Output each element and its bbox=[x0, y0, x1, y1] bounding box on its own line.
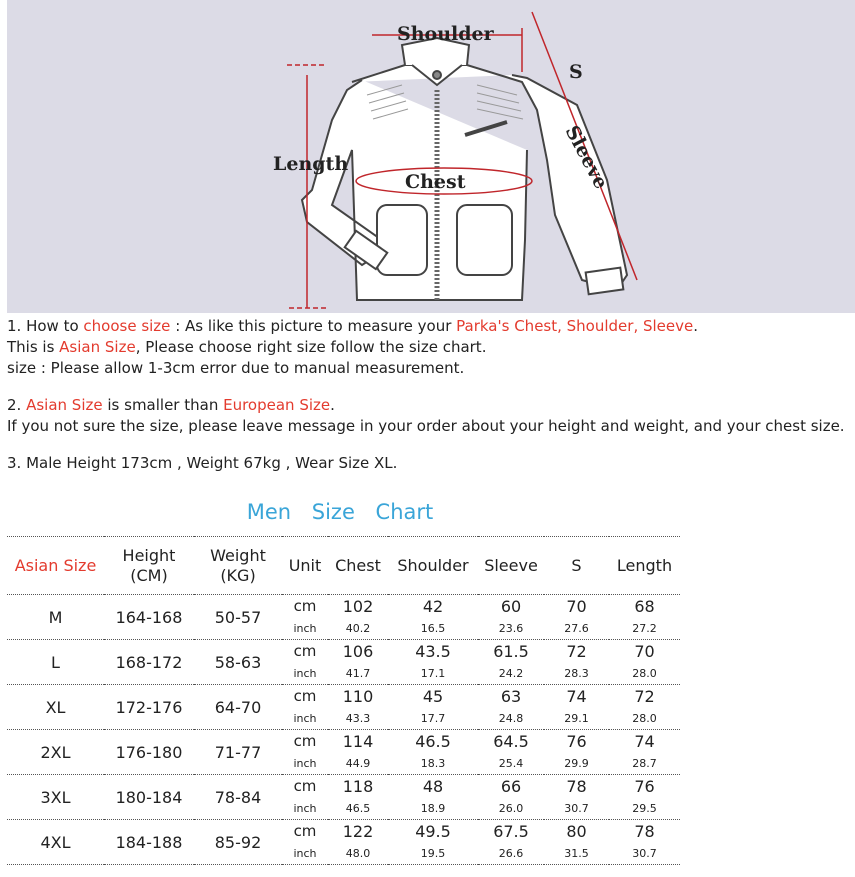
weight-cell: 58-63 bbox=[194, 640, 282, 685]
length-inch-cell: 30.7 bbox=[609, 842, 680, 865]
chest-inch-cell: 40.2 bbox=[328, 617, 388, 640]
length-cm-cell: 74 bbox=[634, 731, 655, 751]
sleeve-cm-cell: 61.5 bbox=[493, 641, 529, 661]
note-1b-part: , Please choose right size follow the size chart. bbox=[135, 338, 487, 356]
unit-inch-cell: inch bbox=[282, 707, 328, 730]
weight-cell: 85-92 bbox=[194, 820, 282, 865]
note-1-highlight: Parka's Chest, Shoulder, Sleeve bbox=[456, 317, 694, 335]
chest-cm-cell: 118 bbox=[342, 776, 374, 796]
sleeve-cm-cell: 60 bbox=[500, 596, 522, 616]
jacket-measurement-diagram bbox=[7, 0, 855, 313]
height-cell: 184-188 bbox=[104, 820, 194, 865]
note-3: 3. Male Height 173cm , Weight 67kg , Wear Size XL. bbox=[7, 454, 398, 472]
note-2 bbox=[7, 395, 852, 416]
shoulder-cm-cell: 45 bbox=[422, 686, 444, 706]
length-cm-cell: 68 bbox=[634, 596, 655, 616]
table-row bbox=[7, 595, 680, 618]
size-cell: 4XL bbox=[7, 820, 104, 865]
size-cell: M bbox=[7, 595, 104, 640]
shoulder-inch-cell: 18.3 bbox=[388, 752, 478, 775]
chest-cm-cell: 122 bbox=[342, 821, 374, 841]
sleeve-cm-cell: 66 bbox=[500, 776, 522, 796]
height-cell: 176-180 bbox=[104, 730, 194, 775]
length-cm-cell: 76 bbox=[634, 776, 655, 796]
sleeve-inch-cell: 24.8 bbox=[478, 707, 544, 730]
table-row bbox=[7, 730, 680, 753]
size-cell: XL bbox=[7, 685, 104, 730]
header-asian-size: Asian Size bbox=[7, 537, 104, 595]
note-2-highlight: European Size bbox=[223, 396, 331, 414]
length-cm-cell: 72 bbox=[634, 686, 655, 706]
chest-cm-cell: 102 bbox=[342, 596, 374, 616]
chest-inch-cell: 41.7 bbox=[328, 662, 388, 685]
jacket-illustration bbox=[7, 0, 855, 313]
chart-title: Men Size Chart bbox=[246, 500, 434, 524]
size-cell: 3XL bbox=[7, 775, 104, 820]
note-1 bbox=[7, 316, 852, 337]
shoulder-cm-cell: 48 bbox=[422, 776, 444, 796]
height-cell: 180-184 bbox=[104, 775, 194, 820]
unit-cm-cell: cm bbox=[293, 822, 317, 840]
sleeve-cm-cell: 64.5 bbox=[493, 731, 529, 751]
s-cm-cell: 76 bbox=[566, 731, 587, 751]
chest-cm-cell: 114 bbox=[342, 731, 374, 751]
s-cm-cell: 70 bbox=[566, 596, 587, 616]
chest-cm-cell: 110 bbox=[342, 686, 374, 706]
height-cell: 168-172 bbox=[104, 640, 194, 685]
note-1b-part: This is bbox=[7, 338, 60, 356]
chest-inch-cell: 44.9 bbox=[328, 752, 388, 775]
shoulder-inch-cell: 17.7 bbox=[388, 707, 478, 730]
header-chest: Chest bbox=[328, 537, 388, 595]
header-weight-unit: (KG) bbox=[220, 565, 256, 585]
s-cm-cell: 80 bbox=[566, 821, 587, 841]
s-cm-cell: 74 bbox=[566, 686, 587, 706]
shoulder-inch-cell: 16.5 bbox=[388, 617, 478, 640]
height-cell: 164-168 bbox=[104, 595, 194, 640]
header-shoulder: Shoulder bbox=[388, 537, 478, 595]
sleeve-cm-cell: 67.5 bbox=[493, 821, 529, 841]
header-height-label: Height bbox=[122, 545, 176, 565]
header-weight-label: Weight bbox=[210, 545, 266, 565]
shoulder-inch-cell: 18.9 bbox=[388, 797, 478, 820]
shoulder-inch-cell: 19.5 bbox=[388, 842, 478, 865]
unit-cm-cell: cm bbox=[293, 687, 317, 705]
note-2-highlight: Asian Size bbox=[26, 396, 103, 414]
unit-inch-cell: inch bbox=[282, 662, 328, 685]
shoulder-cm-cell: 49.5 bbox=[415, 821, 451, 841]
size-cell: 2XL bbox=[7, 730, 104, 775]
length-inch-cell: 28.0 bbox=[609, 662, 680, 685]
sleeve-cm-cell: 63 bbox=[500, 686, 522, 706]
note-2-part: . bbox=[330, 396, 335, 414]
chest-inch-cell: 46.5 bbox=[328, 797, 388, 820]
header-length: Length bbox=[609, 537, 680, 595]
table-row bbox=[7, 820, 680, 843]
length-cm-cell: 70 bbox=[634, 641, 655, 661]
sleeve-inch-cell: 26.0 bbox=[478, 797, 544, 820]
note-1-highlight: choose size bbox=[83, 317, 171, 335]
header-height bbox=[104, 537, 194, 595]
length-inch-cell: 29.5 bbox=[609, 797, 680, 820]
header-s: S bbox=[544, 537, 609, 595]
chest-inch-cell: 43.3 bbox=[328, 707, 388, 730]
length-inch-cell: 28.7 bbox=[609, 752, 680, 775]
s-inch-cell: 29.9 bbox=[544, 752, 609, 775]
size-notes bbox=[7, 316, 852, 474]
unit-inch-cell: inch bbox=[282, 797, 328, 820]
note-1-part: . bbox=[693, 317, 699, 335]
table-body bbox=[7, 595, 680, 865]
header-weight bbox=[194, 537, 282, 595]
table-header-row bbox=[7, 537, 680, 595]
s-inch-cell: 28.3 bbox=[544, 662, 609, 685]
s-label: S bbox=[569, 61, 583, 83]
note-1-part: 1. How to bbox=[7, 317, 84, 335]
shoulder-inch-cell: 17.1 bbox=[388, 662, 478, 685]
weight-cell: 71-77 bbox=[194, 730, 282, 775]
unit-inch-cell: inch bbox=[282, 617, 328, 640]
s-cm-cell: 78 bbox=[566, 776, 587, 796]
note-2-part: 2. bbox=[7, 396, 27, 414]
size-table bbox=[7, 536, 680, 865]
s-inch-cell: 29.1 bbox=[544, 707, 609, 730]
shoulder-cm-cell: 46.5 bbox=[415, 731, 451, 751]
weight-cell: 50-57 bbox=[194, 595, 282, 640]
shoulder-cm-cell: 43.5 bbox=[415, 641, 451, 661]
note-2-part: is smaller than bbox=[102, 396, 224, 414]
sleeve-label: Sleeve bbox=[560, 122, 613, 193]
length-cm-cell: 78 bbox=[634, 821, 655, 841]
sleeve-inch-cell: 24.2 bbox=[478, 662, 544, 685]
unit-cm-cell: cm bbox=[293, 732, 317, 750]
sleeve-inch-cell: 23.6 bbox=[478, 617, 544, 640]
note-1c: size : Please allow 1-3cm error due to manual measurement. bbox=[7, 359, 465, 377]
weight-cell: 64-70 bbox=[194, 685, 282, 730]
table-row bbox=[7, 640, 680, 663]
length-inch-cell: 28.0 bbox=[609, 707, 680, 730]
chest-cm-cell: 106 bbox=[342, 641, 374, 661]
shoulder-label: Shoulder bbox=[397, 23, 494, 45]
sleeve-inch-cell: 26.6 bbox=[478, 842, 544, 865]
weight-cell: 78-84 bbox=[194, 775, 282, 820]
unit-inch-cell: inch bbox=[282, 752, 328, 775]
header-sleeve: Sleeve bbox=[478, 537, 544, 595]
note-1b bbox=[7, 337, 852, 358]
shoulder-cm-cell: 42 bbox=[422, 596, 444, 616]
unit-cm-cell: cm bbox=[293, 642, 317, 660]
size-cell: L bbox=[7, 640, 104, 685]
unit-cm-cell: cm bbox=[293, 777, 317, 795]
length-label: Length bbox=[273, 153, 349, 175]
s-inch-cell: 30.7 bbox=[544, 797, 609, 820]
height-cell: 172-176 bbox=[104, 685, 194, 730]
length-inch-cell: 27.2 bbox=[609, 617, 680, 640]
s-inch-cell: 31.5 bbox=[544, 842, 609, 865]
note-2b: If you not sure the size, please leave message in your order about your height and weight, and your chest size. bbox=[7, 417, 845, 435]
chest-inch-cell: 48.0 bbox=[328, 842, 388, 865]
note-1-part: : As like this picture to measure your bbox=[170, 317, 457, 335]
s-inch-cell: 27.6 bbox=[544, 617, 609, 640]
note-1b-highlight: Asian Size bbox=[59, 338, 136, 356]
chest-label: Chest bbox=[405, 171, 466, 193]
header-unit: Unit bbox=[282, 537, 328, 595]
unit-cm-cell: cm bbox=[293, 597, 317, 615]
table-row bbox=[7, 775, 680, 798]
unit-inch-cell: inch bbox=[282, 842, 328, 865]
s-cm-cell: 72 bbox=[566, 641, 587, 661]
table-row bbox=[7, 685, 680, 708]
sleeve-inch-cell: 25.4 bbox=[478, 752, 544, 775]
header-height-unit: (CM) bbox=[130, 565, 168, 585]
